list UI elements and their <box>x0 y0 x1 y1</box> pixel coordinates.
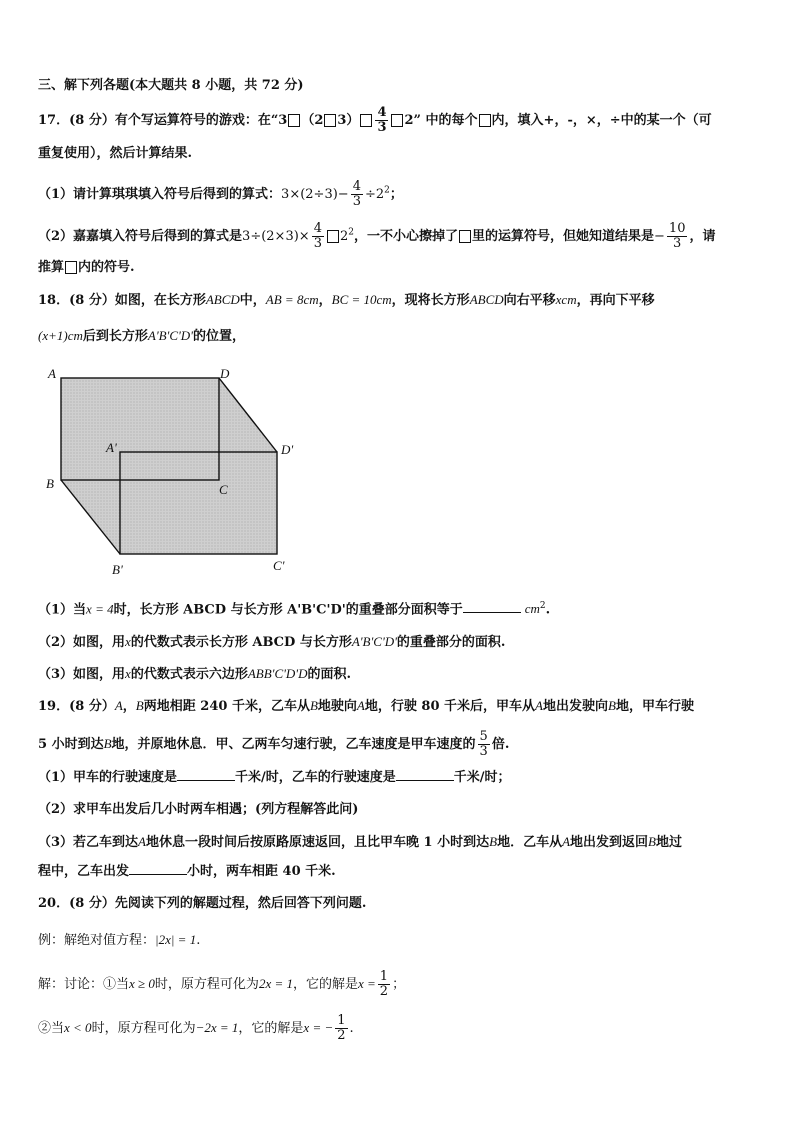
operator-box <box>459 230 471 243</box>
label-a1: A' <box>106 440 117 455</box>
q19-part2: （2）求甲车出发后几小时两车相遇；(列方程解答此问) <box>38 802 359 817</box>
q19-stem-line2: 5 小时到达B地，并原地休息．甲、乙两车匀速行驶，乙车速度是甲车速度的 $\frac{5}{3}$ 倍. <box>38 729 510 759</box>
q17-stem <box>38 106 712 135</box>
q17-stem-c: 3） <box>337 113 360 128</box>
q17-stem-line2: 重复使用），然后计算结果. <box>38 146 193 161</box>
answer-blank[interactable] <box>177 768 235 781</box>
operator-box <box>288 114 300 127</box>
q17-stem-b: （2 <box>301 113 324 128</box>
q18-part1: （1）当x = 4时，长方形 ABCD 与长方形 A'B'C'D'的重叠部分面积等于 $cm^2$. <box>38 601 551 618</box>
q17-stem-a: 17．(8 分）有个写运算符号的游戏：在“3 <box>38 113 288 128</box>
operator-box <box>65 261 77 274</box>
label-b1: B' <box>112 562 123 577</box>
label-b: B <box>46 476 54 491</box>
answer-blank[interactable] <box>463 600 521 613</box>
answer-blank[interactable] <box>129 862 187 875</box>
operator-box <box>327 230 339 243</box>
q17-part1: （1）请计算琪琪填入符号后得到的算式：3×(2÷3)− $\frac{4}{3}$ $\div 2^2$； <box>38 179 403 209</box>
q18-stem-line2: (x+1)cm后到长方形A'B'C'D'的位置， <box>38 328 245 344</box>
q17-stem-d: 2” 中的每个 <box>404 113 478 128</box>
q17-part2: （2）嘉嘉填入符号后得到的算式是3÷(2×3)× $\frac{4}{3}$ $2^2$，一不小心擦掉了 里的运算符号，但她知道结果是− $\frac{10}{3}$ ，请 <box>38 221 716 251</box>
q18-figure <box>40 362 300 582</box>
operator-box <box>324 114 336 127</box>
q17-stem-e: 内，填入+，-，×，÷中的某一个（可 <box>491 113 712 128</box>
q19-part3: （3）若乙车到达A地休息一段时间后按原路原速返回，且比甲车晚 1 小时到达B地．乙车从A地出发到返回B地过 <box>38 834 683 850</box>
q18-stem: 18．(8 分）如图，在长方形ABCD中，AB = 8cm，BC = 10cm，现将长方形ABCD向右平移xcm，再向下平移 <box>38 292 655 308</box>
q18-part3: （3）如图，用x的代数式表示六边形ABB'C'D'D的面积. <box>38 666 351 682</box>
label-c: C <box>219 482 228 497</box>
label-a: A <box>48 366 56 381</box>
section-heading: 三、解下列各题(本大题共 8 小题，共 72 分) <box>38 78 304 93</box>
q19-stem: 19．(8 分）A，B两地相距 240 千米，乙车从B地驶向A地，行驶 80 千米后，甲车从A地出发驶向B地，甲车行驶 <box>38 698 694 714</box>
q19-part1: （1）甲车的行驶速度是 千米/时，乙车的行驶速度是 千米/时； <box>38 770 511 785</box>
q18-part2: （2）如图，用x的代数式表示长方形 ABCD 与长方形A'B'C'D'的重叠部分的面积. <box>38 634 506 650</box>
answer-blank[interactable] <box>396 768 454 781</box>
hexagon-shaded <box>61 378 277 554</box>
q17-part2-line2: 推算 内的符号. <box>38 260 135 275</box>
operator-box <box>391 114 403 127</box>
operator-box <box>479 114 491 127</box>
q20-solution-1: 解：讨论：①当x ≥ 0时，原方程可化为2x = 1，它的解是x = $\frac{1}{2}$ ； <box>38 969 406 999</box>
q19-part3-line2: 程中，乙车出发 小时，两车相距 40 千米. <box>38 864 336 879</box>
label-d1: D' <box>281 442 294 457</box>
q20-solution-2: ②当x < 0时，原方程可化为−2x = 1，它的解是x = − $\frac{1}{2}$ . <box>38 1013 354 1043</box>
label-d: D <box>220 366 230 381</box>
q20-stem: 20．(8 分）先阅读下列的解题过程，然后回答下列问题. <box>38 896 367 911</box>
q20-example: 例：解绝对值方程：|2x| = 1. <box>38 932 201 948</box>
q17-fraction: $\frac{4}{3}$ <box>377 105 387 135</box>
label-c1: C' <box>273 558 285 573</box>
operator-box <box>360 114 372 127</box>
